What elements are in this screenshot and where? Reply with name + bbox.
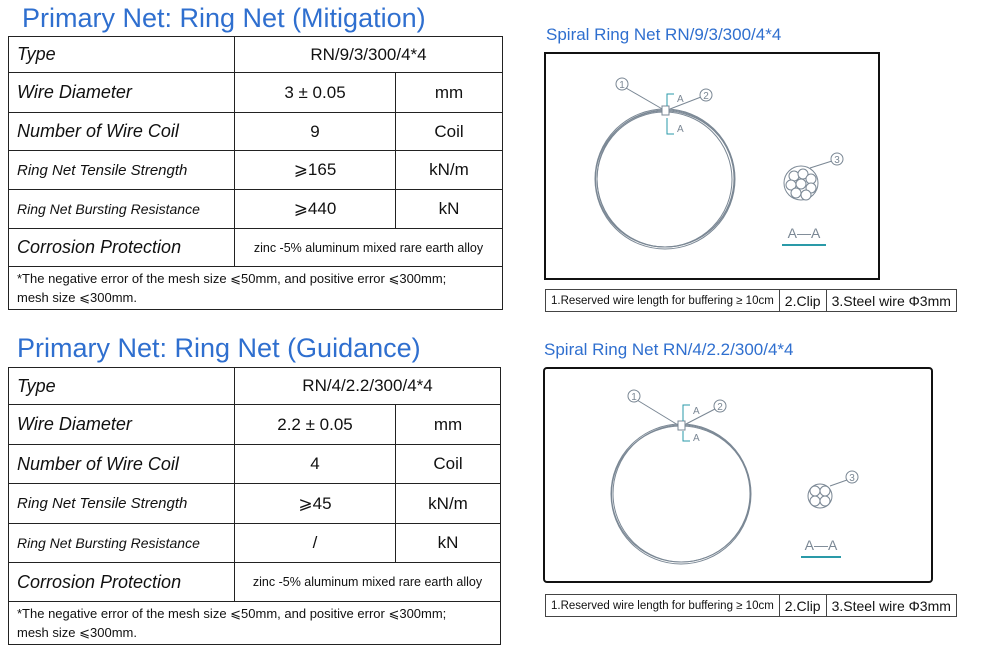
corrosion-protection-value: zinc -5% aluminum mixed rare earth alloy: [235, 563, 501, 602]
wire-bundle-cross-section: [784, 166, 818, 200]
note-line: mesh size ⩽300mm.: [17, 290, 137, 305]
note-line: mesh size ⩽300mm.: [17, 625, 137, 640]
legend-item-steel-wire: 3.Steel wire Φ3mm: [826, 290, 956, 312]
bursting-resistance-label: Ring Net Bursting Resistance: [9, 524, 235, 563]
table-row: [9, 602, 501, 645]
leader-line: [637, 400, 678, 425]
bottom-diagram-title: Spiral Ring Net RN/4/2.2/300/4*4: [544, 340, 794, 359]
clip-icon: [678, 421, 685, 430]
section-mark-bottom: A: [693, 433, 700, 444]
mitigation-spec-table: [8, 36, 503, 310]
type-value: RN/9/3/300/4*4: [235, 37, 503, 73]
legend-item-reserved-wire: 1.Reserved wire length for buffering ≥ 10cm: [546, 290, 780, 312]
bursting-resistance-value: /: [235, 524, 396, 563]
table-row: [9, 113, 503, 151]
guidance-spec-table: [8, 367, 501, 645]
callout-1-number: 1: [619, 80, 625, 91]
mesh-size-note: [9, 602, 501, 645]
tensile-strength-value: ⩾165: [235, 151, 396, 190]
wire-diameter-value: 3 ± 0.05: [235, 73, 396, 113]
tensile-strength-value: ⩾45: [235, 484, 396, 524]
mitigation-title: Primary Net: Ring Net (Mitigation): [22, 3, 426, 33]
table-row: [9, 229, 503, 267]
table-row: [9, 267, 503, 310]
corrosion-protection-label: Corrosion Protection: [9, 563, 235, 602]
bursting-resistance-unit: kN: [396, 190, 503, 229]
tensile-strength-unit: kN/m: [396, 151, 503, 190]
leader-line: [686, 409, 715, 424]
table-row: [9, 37, 503, 73]
tensile-strength-label: Ring Net Tensile Strength: [9, 151, 235, 190]
leader-line: [810, 161, 832, 168]
table-row: [546, 595, 957, 617]
callout-3-number: 3: [849, 473, 855, 484]
section-mark-bottom: A: [677, 124, 684, 135]
type-value: RN/4/2.2/300/4*4: [235, 368, 501, 405]
wire-strand: [810, 496, 820, 506]
table-row: [9, 190, 503, 229]
wire-strand: [820, 496, 830, 506]
table-row: [546, 290, 957, 312]
callout-3-number: 3: [834, 155, 840, 166]
wire-coil-unit: Coil: [396, 113, 503, 151]
wire-diameter-value: 2.2 ± 0.05: [235, 405, 396, 445]
wire-bundle-cross-section: [808, 484, 832, 508]
table-row: [9, 445, 501, 484]
wire-diameter-label: Wire Diameter: [9, 405, 235, 445]
legend-item-reserved-wire: 1.Reserved wire length for buffering ≥ 10cm: [546, 595, 780, 617]
section-cut-marker-top: [683, 405, 690, 421]
bursting-resistance-value: ⩾440: [235, 190, 396, 229]
note-line: *The negative error of the mesh size ⩽50mm, and positive error ⩽300mm;: [17, 606, 447, 621]
wire-strand: [796, 179, 806, 189]
legend-item-clip: 2.Clip: [779, 595, 826, 617]
wire-coil-value: 4: [235, 445, 396, 484]
section-mark-top: A: [677, 94, 684, 105]
section-mark-top: A: [693, 406, 700, 417]
wire-coil-label: Number of Wire Coil: [9, 445, 235, 484]
type-label: Type: [9, 368, 235, 405]
top-drawing-svg: [546, 54, 878, 278]
bottom-drawing-svg: [545, 369, 931, 581]
type-label: Type: [9, 37, 235, 73]
wire-coil-label: Number of Wire Coil: [9, 113, 235, 151]
tensile-strength-unit: kN/m: [396, 484, 501, 524]
wire-strand: [791, 188, 801, 198]
corrosion-protection-label: Corrosion Protection: [9, 229, 235, 267]
callout-2-number: 2: [703, 91, 709, 102]
callout-2-number: 2: [717, 402, 723, 413]
table-row: [9, 151, 503, 190]
table-row: [9, 484, 501, 524]
wire-strand: [810, 486, 820, 496]
section-cut-marker-bottom: [667, 118, 674, 134]
wire-coil-unit: Coil: [396, 445, 501, 484]
corrosion-protection-value: zinc -5% aluminum mixed rare earth alloy: [235, 229, 503, 267]
wire-diameter-unit: mm: [396, 73, 503, 113]
leader-line: [626, 88, 664, 110]
wire-strand: [789, 171, 799, 181]
legend-item-steel-wire: 3.Steel wire Φ3mm: [826, 595, 956, 617]
leader-line: [830, 480, 847, 486]
callout-1-number: 1: [631, 392, 637, 403]
table-row: [9, 405, 501, 445]
mesh-size-note: [9, 267, 503, 310]
note-line: *The negative error of the mesh size ⩽50mm, and positive error ⩽300mm;: [17, 271, 447, 286]
section-view-label: A—A: [787, 225, 821, 241]
legend-item-clip: 2.Clip: [779, 290, 826, 312]
table-row: [9, 524, 501, 563]
section-cut-marker-bottom: [683, 431, 690, 441]
bottom-ring-net-drawing: [543, 367, 933, 583]
wire-diameter-unit: mm: [396, 405, 501, 445]
wire-strand: [801, 190, 811, 200]
clip-icon: [662, 106, 669, 115]
bursting-resistance-label: Ring Net Bursting Resistance: [9, 190, 235, 229]
bursting-resistance-unit: kN: [396, 524, 501, 563]
top-legend-table: [545, 289, 957, 312]
leader-line: [670, 97, 701, 109]
section-view-label: A—A: [804, 537, 838, 553]
tensile-strength-label: Ring Net Tensile Strength: [9, 484, 235, 524]
wire-strand: [820, 486, 830, 496]
table-row: [9, 368, 501, 405]
table-row: [9, 73, 503, 113]
top-diagram-title: Spiral Ring Net RN/9/3/300/4*4: [546, 25, 782, 44]
bottom-legend-table: [545, 594, 957, 617]
wire-diameter-label: Wire Diameter: [9, 73, 235, 113]
guidance-title: Primary Net: Ring Net (Guidance): [17, 333, 421, 363]
wire-coil-value: 9: [235, 113, 396, 151]
top-ring-net-drawing: [544, 52, 880, 280]
table-row: [9, 563, 501, 602]
section-cut-marker-top: [667, 94, 674, 106]
